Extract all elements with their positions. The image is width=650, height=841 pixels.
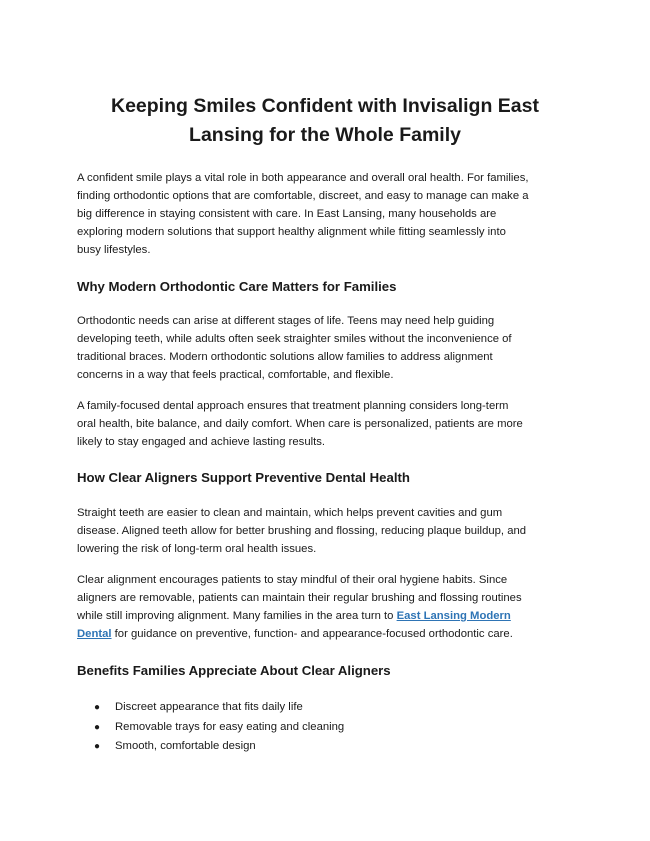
section-heading-why: Why Modern Orthodontic Care Matters for Families	[77, 279, 397, 294]
bullet-icon: ●	[94, 721, 101, 733]
bullet-icon: ●	[94, 702, 101, 713]
section-heading-benefits: Benefits Families Appreciate About Clear Aligners	[77, 663, 391, 678]
section1-paragraph-1: Orthodontic needs can arise at different stages of life. Teens may need help guiding developing teeth, while adults often seek straighter smiles without the inconvenience of traditional braces. Modern orthodontic solutions allow families to address alignment concerns in a way that feels practical, comfortable, and flexible.	[77, 315, 512, 381]
document-title	[70, 92, 580, 150]
section2-paragraph-2: Clear alignment encourages patients to stay mindful of their oral hygiene habits. Since aligners are removable, patients can maintain their regular brushing and flossing routines while still improving alignment. Many families in the area turn to East Lansing Modern Dental for guidance on preventive, function- and appearance-focused orthodontic care.	[77, 574, 522, 640]
section2-paragraph-1: Straight teeth are easier to clean and maintain, which helps prevent cavities and gum disease. Aligned teeth allow for better brushing and flossing, reducing plaque buildup, and lowering the risk of long-term oral health issues.	[77, 507, 527, 555]
title-line-2: Lansing for the Whole Family	[189, 124, 461, 146]
intro-paragraph: A confident smile plays a vital role in both appearance and overall oral health. For families, finding orthodontic options that are comfortable, discreet, and easy to manage can make a big difference in staying consistent with care. In East Lansing, many households are exploring modern solutions that support healthy alignment while fitting seamlessly into busy lifestyles.	[77, 172, 529, 256]
list-item: ● Removable trays for easy eating and cleaning	[77, 719, 344, 739]
benefits-list	[77, 699, 344, 758]
list-item: ● Smooth, comfortable design	[77, 738, 344, 758]
bullet-icon: ●	[94, 741, 101, 753]
section1-paragraph-2: A family-focused dental approach ensures that treatment planning considers long-term oral health, bite balance, and daily comfort. When care is personalized, patients are more likely to stay engaged and achieve lasting results.	[77, 400, 523, 448]
section-heading-how: How Clear Aligners Support Preventive Dental Health	[77, 470, 410, 485]
list-item: ● Discreet appearance that fits daily life	[77, 699, 344, 719]
title-line-1: Keeping Smiles Confident with Invisalign East	[111, 95, 539, 117]
east-lansing-modern-dental-link[interactable]: East Lansing Modern	[396, 609, 511, 622]
east-lansing-modern-dental-link-continued[interactable]: Dental	[77, 627, 112, 640]
